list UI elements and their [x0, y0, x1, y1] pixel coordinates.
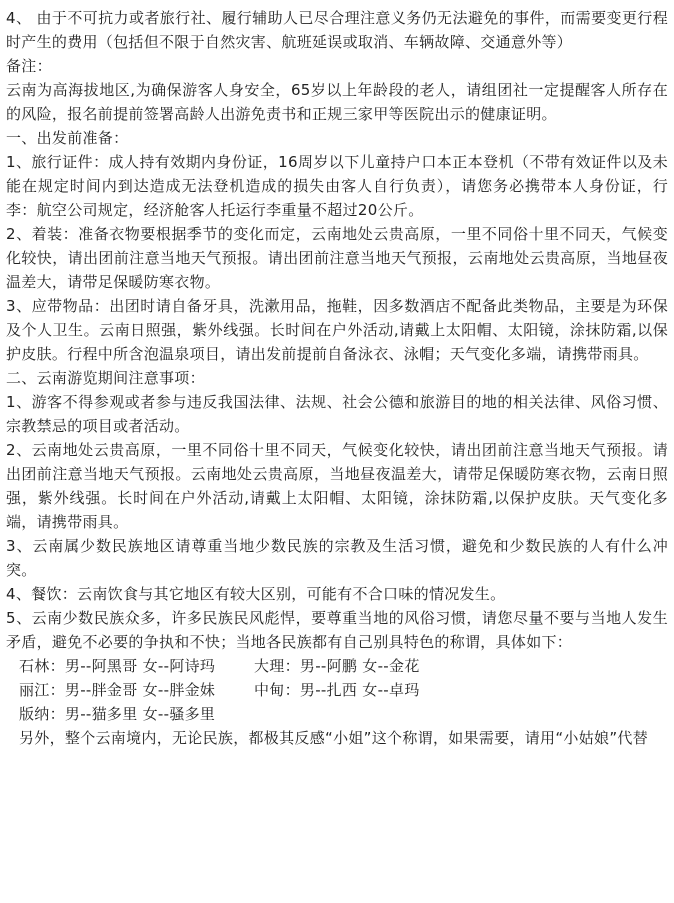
section-heading-during-tour: 二、云南游览期间注意事项： — [6, 369, 205, 387]
title-entry-dali: 大理：男--阿鹏 女--金花 — [254, 657, 420, 675]
paragraph-dining: 4、餐饮：云南饮食与其它地区有较大区别，可能有不合口味的情况发生。 — [6, 585, 506, 603]
title-entry-zhongdian: 中甸：男--扎西 女--卓玛 — [254, 681, 420, 699]
paragraph-prohibited-activities: 1、游客不得参观或者参与违反我国法律、法规、社会公德和旅游目的地的相关法律、风俗习惯、宗教禁忌的项目或者活动。 — [6, 393, 668, 435]
paragraph-ethnic-titles: 5、云南少数民族众多，许多民族民风彪悍，要尊重当地的风俗习惯，请您尽量不要与当地人发生矛盾，避免不必要的争执和不快；当地各民族都有自己别具特色的称谓，具体如下： — [6, 609, 668, 651]
paragraph-closing-note: 另外，整个云南境内，无论民族，都极其反感“小姐”这个称谓，如果需要，请用“小姑娘”代替 — [19, 729, 648, 747]
table-row — [6, 702, 668, 726]
paragraph-expense-change: 4、 由于不可抗力或者旅行社、履行辅助人已尽合理注意义务仍无法避免的事件，而需要变更行程时产生的费用（包括但不限于自然灾害、航班延误或取消、车辆故障、交通意外等） — [6, 9, 668, 51]
title-entry-shilin: 石林：男--阿黑哥 女--阿诗玛 — [19, 657, 216, 675]
paragraph-remarks-heading: 备注： — [6, 57, 52, 75]
table-row — [6, 678, 668, 702]
document-body — [6, 6, 668, 750]
paragraph-travel-documents: 1、旅行证件：成人持有效期内身份证，16周岁以下儿童持户口本正本登机（不带有效证件以及未能在规定时间内到达造成无法登机造成的损失由客人自行负责），请您务必携带本人身份证，行李：航空公司规定，经济舱客人托运行李重量不超过20公斤。 — [6, 153, 668, 219]
title-entry-banna: 版纳：男--猫多里 女--骚多里 — [19, 705, 216, 723]
section-heading-preparation: 一、出发前准备： — [6, 129, 129, 147]
paragraph-weather: 2、云南地处云贵高原，一里不同俗十里不同天，气候变化较快，请出团前注意当地天气预报。请出团前注意当地天气预报。云南地处云贵高原，当地昼夜温差大，请带足保暖防寒衣物，云南日照强，紫外线强。长时间在户外活动,请戴上太阳帽、太阳镜，涂抹防霜,以保护皮肤。天气变化多端，请携带雨具。 — [6, 441, 668, 531]
paragraph-high-altitude-note: 云南为高海拔地区,为确保游客人身安全，65岁以上年龄段的老人，请组团社一定提醒客人所存在的风险，报名前提前签署高龄人出游免责书和正规三家甲等医院出示的健康证明。 — [6, 81, 668, 123]
paragraph-ethnic-respect: 3、云南属少数民族地区请尊重当地少数民族的宗教及生活习惯，避免和少数民族的人有什么冲突。 — [6, 537, 668, 579]
ethnic-titles-table — [6, 654, 668, 726]
title-entry-empty — [241, 702, 476, 726]
title-entry-lijiang: 丽江：男--胖金哥 女--胖金妹 — [19, 681, 216, 699]
paragraph-items-to-bring: 3、应带物品：出团时请自备牙具，洗漱用品，拖鞋，因多数酒店不配备此类物品，主要是为环保及个人卫生。云南日照强，紫外线强。长时间在户外活动,请戴上太阳帽、太阳镜，涂抹防霜,以保护皮肤。行程中所含泡温泉项目，请出发前提前自备泳衣、泳帽；天气变化多端，请携带雨具。 — [6, 297, 668, 363]
table-row — [6, 654, 668, 678]
paragraph-clothing: 2、着装：准备衣物要根据季节的变化而定，云南地处云贵高原，一里不同俗十里不同天，气候变化较快，请出团前注意当地天气预报。请出团前注意当地天气预报，云南地处云贵高原，当地昼夜温差大，请带足保暖防寒衣物。 — [6, 225, 668, 291]
